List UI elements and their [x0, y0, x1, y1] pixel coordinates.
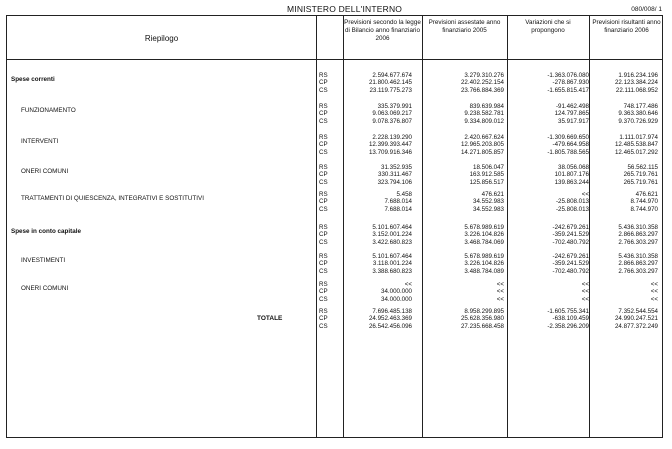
value: -1.605.755.341 [547, 308, 589, 315]
row-code: CS [319, 322, 328, 330]
value: 139.863.244 [554, 178, 589, 186]
value: 476.621 [481, 191, 504, 198]
value: 14.271.805.857 [460, 148, 504, 156]
total-label: TOTALE [257, 315, 283, 322]
row-codes [319, 281, 328, 303]
value: 38.056.068 [558, 164, 589, 171]
row-code: RS [319, 308, 328, 315]
row-codes [319, 103, 328, 125]
section-heading: Riepilogo [144, 34, 179, 43]
row-code: CP [319, 231, 328, 239]
value-cell [514, 224, 589, 246]
value: 3.488.784.089 [464, 267, 504, 275]
value-cell [337, 224, 412, 246]
value: 9.370.726.929 [618, 117, 658, 125]
value: 7.688.014 [384, 205, 412, 213]
value: -2.358.296.209 [547, 322, 589, 330]
row-label: Spese in conto capitale [11, 228, 81, 235]
row-code: RS [319, 134, 328, 141]
row-code: CS [319, 238, 328, 246]
column-divider [589, 16, 590, 437]
value: << [404, 281, 412, 288]
row-code: CS [319, 148, 328, 156]
value-cell [598, 224, 658, 246]
row-code: CS [319, 295, 328, 303]
row-code: CP [319, 288, 328, 296]
value: 23.119.775.273 [369, 86, 412, 94]
value: << [496, 295, 504, 303]
document-title: MINISTERO DELL'INTERNO [287, 4, 403, 14]
row-codes [319, 164, 328, 186]
value-cell [598, 253, 658, 275]
value: 476.621 [635, 191, 658, 198]
value-cell [514, 103, 589, 125]
row-codes [319, 308, 328, 330]
column-divider [422, 16, 423, 437]
value: 330.311.467 [378, 171, 412, 179]
row-code: RS [319, 103, 328, 110]
value: 323.794.106 [377, 178, 412, 186]
value: << [650, 295, 658, 303]
value: -242.679.261 [552, 224, 589, 231]
value: 124.797.865 [554, 110, 589, 118]
value: -242.679.261 [552, 253, 589, 260]
value-cell [427, 308, 504, 330]
value-cell [427, 224, 504, 246]
value: -25.808.013 [555, 198, 589, 206]
value: -702.480.792 [552, 267, 589, 275]
value: 2.420.667.624 [464, 134, 504, 141]
row-code: CP [319, 171, 328, 179]
column-header: Variazioni che si propongono [525, 19, 571, 34]
value: -702.480.792 [552, 238, 589, 246]
value: 7.688.014 [384, 198, 412, 206]
value: 3.152.001.224 [372, 231, 412, 239]
value: 5.678.989.619 [464, 224, 504, 231]
value: 21.800.462.145 [368, 79, 412, 87]
value: 7.696.485.138 [372, 308, 412, 315]
value: << [650, 288, 658, 296]
column-header: Previsioni secondo la legge di Bilancio anno finanziario 2006 [344, 19, 421, 42]
row-codes [319, 253, 328, 275]
value: 27.235.668.458 [460, 322, 504, 330]
value: 23.766.884.369 [460, 86, 504, 94]
value-cell [514, 253, 589, 275]
value: << [581, 191, 589, 198]
value: 12.965.203.805 [460, 141, 504, 149]
row-code: RS [319, 191, 328, 198]
value: 3.422.680.823 [372, 238, 412, 246]
value: << [581, 281, 589, 288]
value: 13.709.916.346 [368, 148, 412, 156]
value: 34.552.983 [473, 198, 504, 206]
value: 35.917.917 [558, 117, 589, 125]
value: 265.719.761 [623, 178, 658, 186]
value: -1.363.076.080 [547, 72, 589, 79]
row-code: CP [319, 198, 328, 206]
value: 5.101.607.464 [372, 224, 412, 231]
value: -91.462.498 [555, 103, 589, 110]
value: 34.000.000 [381, 295, 412, 303]
row-label: TRATTAMENTI DI QUIESCENZA, INTEGRATIVI E SOSTITUTIVI [21, 195, 204, 202]
summary-table [6, 15, 663, 438]
row-label: INVESTIMENTI [21, 257, 66, 264]
value-cell [337, 164, 412, 186]
value: -359.241.529 [552, 260, 589, 268]
value: -278.867.930 [552, 79, 589, 87]
value: 163.912.585 [469, 171, 504, 179]
value: 3.468.784.069 [464, 238, 504, 246]
value: 22.402.252.154 [460, 79, 504, 87]
value: 9.363.380.646 [618, 110, 658, 118]
value: 8.744.970 [630, 198, 658, 206]
value: 5.436.310.358 [618, 253, 658, 260]
row-code: CS [319, 267, 328, 275]
page-code: 080/008/ 1 [631, 6, 662, 13]
value-cell [514, 281, 589, 303]
header-divider [7, 59, 662, 60]
value-cell [337, 72, 412, 94]
value: 2.594.677.674 [372, 72, 412, 79]
value: 5.678.989.619 [464, 253, 504, 260]
row-label: FUNZIONAMENTO [21, 107, 76, 114]
value: 5.101.607.464 [372, 253, 412, 260]
row-code: RS [319, 164, 328, 171]
value-cell [337, 191, 412, 213]
value: 2.766.303.297 [618, 267, 658, 275]
value: 335.379.991 [377, 103, 412, 110]
column-header: Previsioni assestate anno finanziario 2005 [428, 19, 501, 34]
value: 5.436.310.358 [618, 224, 658, 231]
value-cell [598, 308, 658, 330]
value-cell [598, 281, 658, 303]
value-cell [427, 191, 504, 213]
value: 839.639.984 [469, 103, 504, 110]
value: -25.808.013 [555, 205, 589, 213]
value-cell [514, 134, 589, 156]
value: 3.226.104.826 [464, 260, 504, 268]
value: 22.123.384.224 [614, 79, 658, 87]
value: 1.111.017.974 [619, 134, 658, 141]
value: 18.506.047 [473, 164, 504, 171]
column-header: Previsioni risultanti anno finanziario 2006 [592, 19, 661, 34]
value: 9.238.582.781 [464, 110, 504, 118]
value-cell [427, 164, 504, 186]
value: 2.866.863.297 [618, 231, 658, 239]
row-code: RS [319, 281, 328, 288]
value-cell [514, 72, 589, 94]
row-label: ONERI COMUNI [21, 168, 69, 175]
value: 9.334.809.012 [464, 117, 504, 125]
column-divider [316, 16, 317, 437]
value: -1.805.788.565 [547, 148, 589, 156]
row-code: RS [319, 253, 328, 260]
value-cell [514, 191, 589, 213]
value-cell [427, 103, 504, 125]
row-codes [319, 134, 328, 156]
row-code: CS [319, 86, 328, 94]
value: -359.241.529 [552, 231, 589, 239]
value-cell [337, 281, 412, 303]
value: 12.465.017.292 [614, 148, 658, 156]
value: 101.807.176 [554, 171, 589, 179]
row-codes [319, 191, 328, 213]
value-cell [337, 308, 412, 330]
value-cell [337, 253, 412, 275]
row-label: Spese correnti [11, 76, 55, 83]
value: 3.226.104.826 [464, 231, 504, 239]
value: << [496, 281, 504, 288]
column-divider [507, 16, 508, 437]
value: 3.118.001.224 [372, 260, 412, 268]
value-cell [514, 164, 589, 186]
row-codes [319, 72, 328, 94]
value-cell [337, 103, 412, 125]
value: 2.866.863.297 [618, 260, 658, 268]
value: 26.542.456.096 [368, 322, 412, 330]
value: 3.279.310.276 [464, 72, 504, 79]
value: << [581, 288, 589, 296]
row-code: CP [319, 110, 328, 118]
value: << [496, 288, 504, 296]
value: -1.309.669.650 [547, 134, 589, 141]
value: << [650, 281, 658, 288]
value: 24.990.247.521 [614, 315, 658, 323]
value: 8.958.299.895 [464, 308, 504, 315]
value: 2.766.303.297 [618, 238, 658, 246]
row-code: CS [319, 178, 328, 186]
row-code: RS [319, 72, 328, 79]
value-cell [598, 191, 658, 213]
row-code: CP [319, 260, 328, 268]
value-cell [337, 134, 412, 156]
value: 9.078.376.807 [372, 117, 412, 125]
value-cell [427, 253, 504, 275]
row-label: INTERVENTI [21, 138, 59, 145]
row-code: CP [319, 79, 328, 87]
value: 8.744.970 [630, 205, 658, 213]
value-cell [598, 72, 658, 94]
value: 25.628.356.980 [460, 315, 504, 323]
value: 12.399.393.447 [368, 141, 412, 149]
value: 125.856.517 [469, 178, 504, 186]
value: 24.877.372.249 [614, 322, 658, 330]
value: 34.552.983 [473, 205, 504, 213]
value-cell [598, 134, 658, 156]
row-codes [319, 224, 328, 246]
value: 56.562.115 [627, 164, 658, 171]
value: 7.352.544.554 [618, 308, 658, 315]
row-code: CP [319, 315, 328, 323]
value: -1.655.815.417 [547, 86, 589, 94]
value: 748.177.486 [623, 103, 658, 110]
value: -638.109.459 [552, 315, 589, 323]
value-cell [598, 103, 658, 125]
value: 265.719.761 [623, 171, 658, 179]
value-cell [427, 72, 504, 94]
value: 9.063.069.217 [372, 110, 412, 118]
row-label: ONERI COMUNI [21, 285, 69, 292]
value: 3.388.680.823 [372, 267, 412, 275]
value: 2.228.139.290 [372, 134, 412, 141]
value: 31.352.935 [381, 164, 412, 171]
value: 34.000.000 [381, 288, 412, 296]
value: 24.952.463.369 [368, 315, 412, 323]
row-code: CS [319, 205, 328, 213]
value: 22.111.068.952 [615, 86, 658, 94]
row-code: CP [319, 141, 328, 149]
value: 5.458 [396, 191, 412, 198]
value-cell [427, 134, 504, 156]
value: -479.664.958 [552, 141, 589, 149]
value: 12.485.538.847 [614, 141, 658, 149]
row-code: RS [319, 224, 328, 231]
value: 1.916.234.196 [618, 72, 658, 79]
value-cell [514, 308, 589, 330]
value-cell [427, 281, 504, 303]
value: << [581, 295, 589, 303]
value-cell [598, 164, 658, 186]
row-code: CS [319, 117, 328, 125]
